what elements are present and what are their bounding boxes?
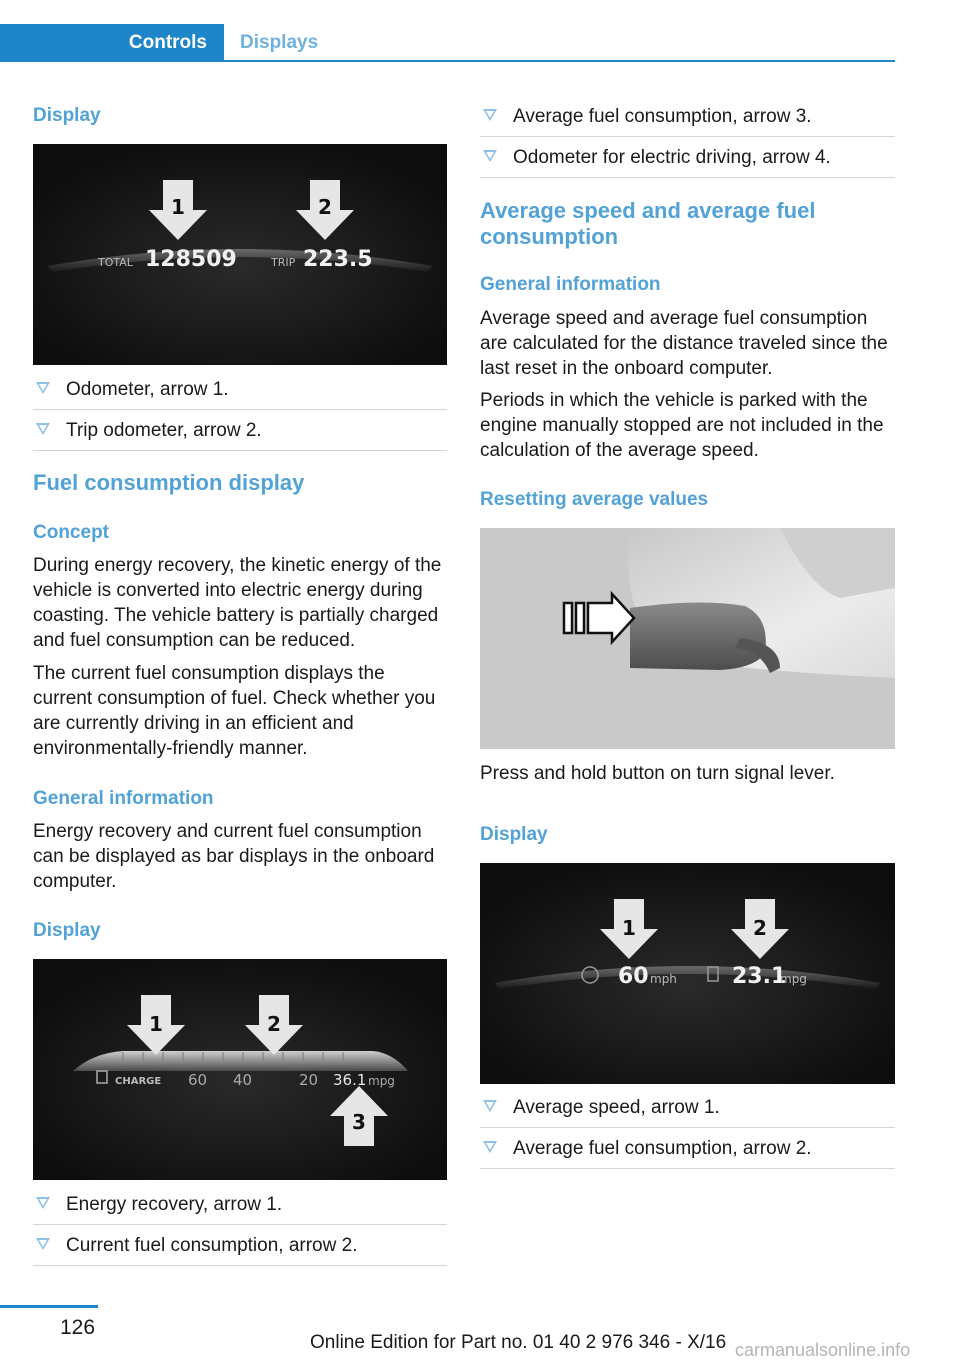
tick-20: 20 bbox=[299, 1071, 319, 1089]
page-header bbox=[0, 24, 895, 62]
triangle-bullet-icon bbox=[483, 150, 497, 162]
reset-heading: Resetting average values bbox=[480, 489, 709, 510]
trip-label: TRIP bbox=[271, 256, 296, 269]
fuel-consumption-display-image bbox=[33, 959, 447, 1180]
tick-40: 40 bbox=[233, 1071, 253, 1089]
fuel-consumption-heading: Fuel consumption display bbox=[33, 470, 305, 495]
average-values-display-image bbox=[480, 863, 895, 1084]
general-info-paragraph-right-2: Periods in which the vehicle is parked with the engine manually stopped are not included in the calculation of the average speed. bbox=[480, 390, 884, 461]
list-item: Average fuel consumption, arrow 3. bbox=[480, 105, 895, 137]
fuel-unit: mpg bbox=[780, 972, 807, 986]
svg-text:1: 1 bbox=[149, 1012, 163, 1036]
display-heading-2: Display bbox=[33, 920, 101, 941]
list-item: Energy recovery, arrow 1. bbox=[33, 1193, 447, 1225]
svg-text:2: 2 bbox=[753, 916, 767, 940]
average-speed-heading: Average speed and average fuel consumption bbox=[480, 198, 816, 249]
reset-caption: Press and hold button on turn signal lever. bbox=[480, 763, 835, 784]
concept-heading: Concept bbox=[33, 522, 109, 543]
display-heading-3: Display bbox=[480, 824, 548, 845]
tab-displays[interactable]: Displays bbox=[240, 32, 319, 53]
triangle-bullet-icon bbox=[36, 382, 50, 394]
svg-text:2: 2 bbox=[318, 195, 332, 219]
triangle-bullet-icon bbox=[36, 1238, 50, 1250]
list-fuel-display bbox=[33, 1193, 447, 1275]
odometer-display-image bbox=[33, 144, 447, 365]
triangle-bullet-icon bbox=[483, 1100, 497, 1112]
triangle-bullet-icon bbox=[36, 1197, 50, 1209]
concept-paragraph-1: During energy recovery, the kinetic energy of the vehicle is converted into electric energy during coasting. The vehicle battery is partially charged and fuel consumption can be reduced. bbox=[33, 555, 442, 651]
page-number: 126 bbox=[60, 1316, 96, 1339]
concept-paragraph-2: The current fuel consumption displays the current consumption of fuel. Check whether you are currently driving in an efficient and environmentally-friendly manner. bbox=[33, 663, 436, 759]
trip-value: 223.5 bbox=[303, 247, 373, 272]
charge-label: CHARGE bbox=[115, 1076, 162, 1087]
list-continued bbox=[480, 105, 895, 187]
speed-unit: mph bbox=[650, 972, 677, 986]
general-info-paragraph-right-1: Average speed and average fuel consumption are calculated for the distance traveled since the last reset in the onboard computer. bbox=[480, 308, 888, 379]
watermark: carmanualsonline.info bbox=[735, 1340, 911, 1360]
footer-accent-line bbox=[0, 1305, 98, 1308]
triangle-bullet-icon bbox=[36, 423, 50, 435]
consumption-value: 36.1 bbox=[333, 1071, 367, 1089]
list-item: Odometer, arrow 1. bbox=[33, 378, 447, 410]
triangle-bullet-icon bbox=[483, 109, 497, 121]
svg-text:1: 1 bbox=[171, 195, 185, 219]
list-odometer bbox=[33, 378, 447, 460]
svg-text:3: 3 bbox=[352, 1110, 366, 1134]
consumption-unit: mpg bbox=[368, 1074, 395, 1088]
general-info-paragraph-left: Energy recovery and current fuel consumption can be displayed as bar displays in the onboard computer. bbox=[33, 821, 435, 892]
fuel-value: 23.1 bbox=[732, 964, 787, 989]
tab-controls[interactable]: Controls bbox=[0, 24, 224, 62]
general-info-heading-left: General information bbox=[33, 788, 214, 809]
list-average-display bbox=[480, 1096, 895, 1178]
turn-signal-lever-image bbox=[480, 528, 895, 749]
list-item: Odometer for electric driving, arrow 4. bbox=[480, 146, 895, 178]
turn-signal-lever bbox=[630, 602, 766, 670]
list-item: Average speed, arrow 1. bbox=[480, 1096, 895, 1128]
list-item: Trip odometer, arrow 2. bbox=[33, 419, 447, 451]
list-item: Current fuel consumption, arrow 2. bbox=[33, 1234, 447, 1266]
total-label: TOTAL bbox=[98, 256, 133, 269]
triangle-bullet-icon bbox=[483, 1141, 497, 1153]
display-heading-1: Display bbox=[33, 105, 101, 126]
edition-text: Online Edition for Part no. 01 40 2 976 346 - X/16 bbox=[310, 1332, 727, 1353]
list-item: Average fuel consumption, arrow 2. bbox=[480, 1137, 895, 1169]
svg-text:1: 1 bbox=[622, 916, 636, 940]
general-info-heading-right: General information bbox=[480, 274, 661, 295]
tick-60: 60 bbox=[188, 1071, 208, 1089]
svg-text:2: 2 bbox=[267, 1012, 281, 1036]
speed-value: 60 bbox=[618, 964, 649, 989]
total-value: 128509 bbox=[145, 247, 237, 272]
